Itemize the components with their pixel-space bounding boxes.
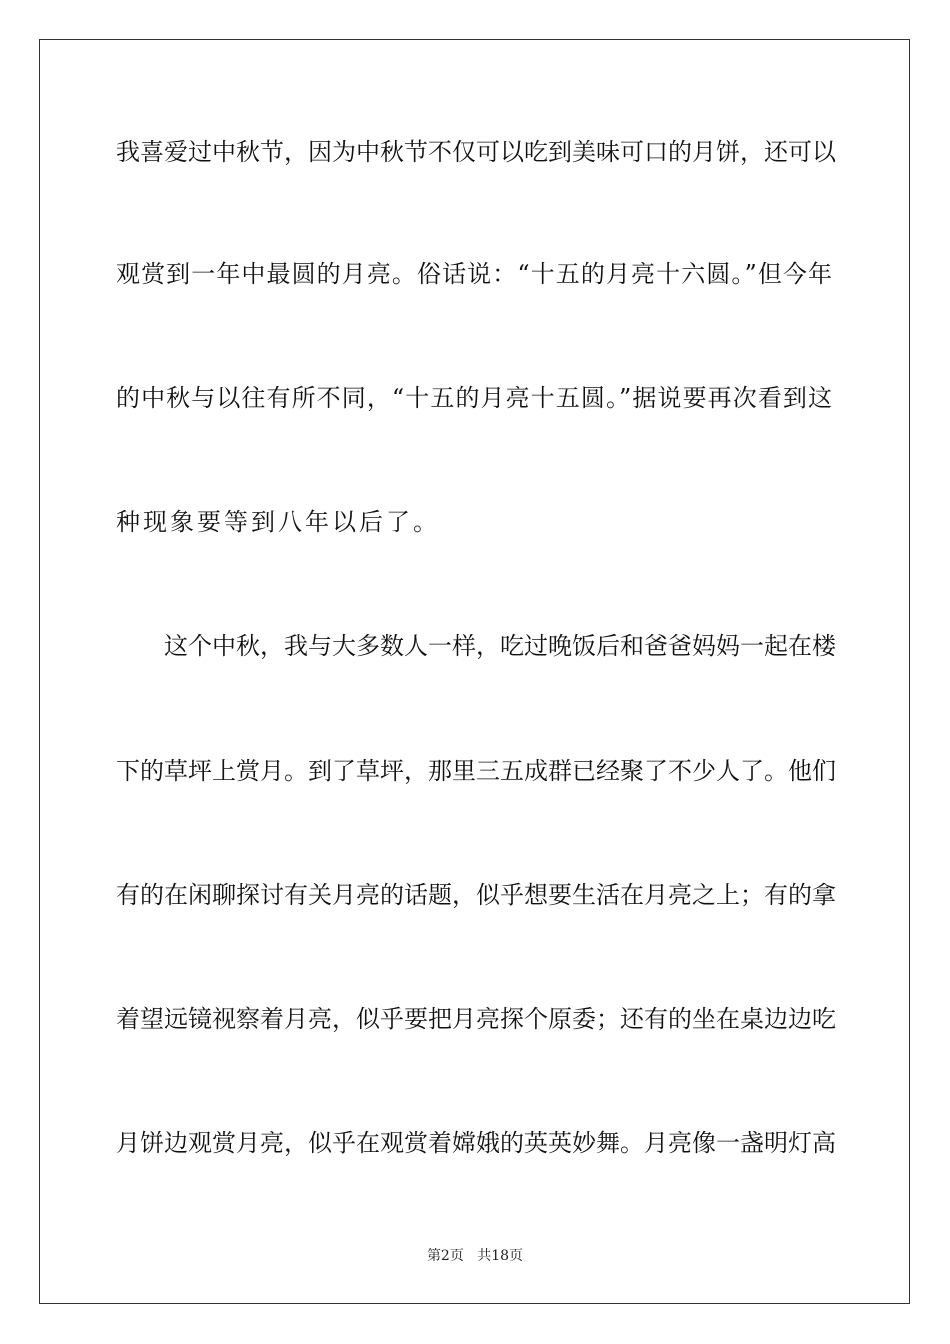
paragraph-line: 观赏到一年中最圆的月亮。俗话说：“十五的月亮十六圆。”但今年	[116, 260, 832, 288]
paragraph-line: 下的草坪上赏月。到了草坪，那里三五成群已经聚了不少人了。他们	[116, 757, 836, 785]
paragraph-line: 有的在闲聊探讨有关月亮的话题，似乎想要生活在月亮之上；有的拿	[116, 881, 836, 909]
paragraph-line: 我喜爱过中秋节，因为中秋节不仅可以吃到美味可口的月饼，还可以	[116, 138, 836, 166]
paragraph-line: 种现象要等到八年以后了。	[116, 508, 440, 536]
page-total: 共18页	[477, 1248, 524, 1264]
page-number: 第2页	[426, 1248, 464, 1264]
paragraph-line: 的中秋与以往有所不同，“十五的月亮十五圆。”据说要再次看到这	[116, 384, 832, 412]
page-footer	[0, 1246, 950, 1266]
paragraph-line: 这个中秋，我与大多数人一样，吃过晚饭后和爸爸妈妈一起在楼	[164, 632, 836, 660]
paragraph-line: 月饼边观赏月亮，似乎在观赏着嫦娥的英英妙舞。月亮像一盏明灯高	[116, 1129, 836, 1157]
paragraph-line: 着望远镜视察着月亮，似乎要把月亮探个原委；还有的坐在桌边边吃	[116, 1005, 836, 1033]
page-border	[39, 39, 910, 1304]
